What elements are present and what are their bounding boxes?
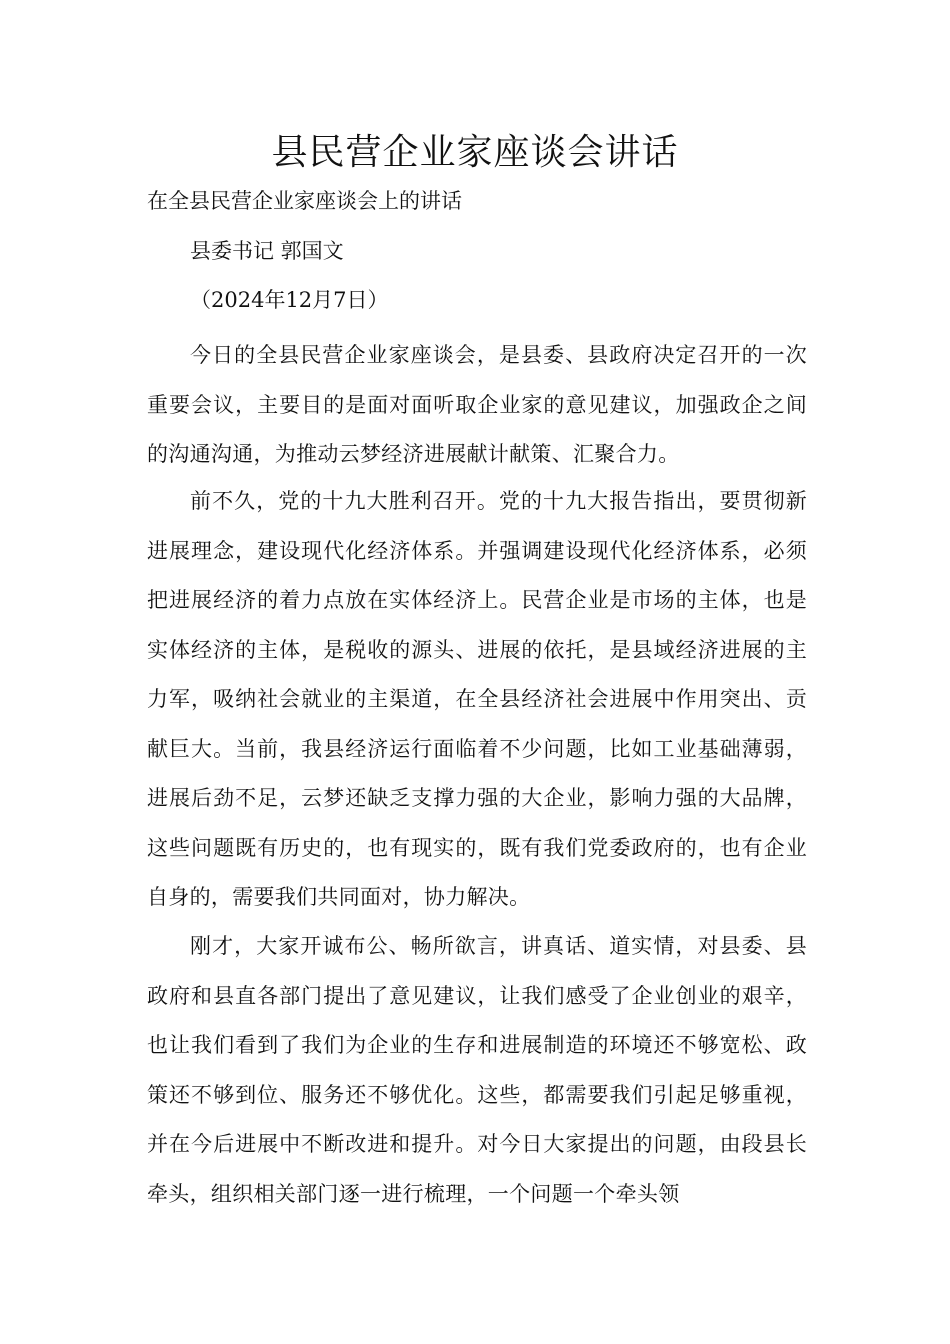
paragraph-2: 前不久，党的十九大胜利召开。党的十九大报告指出，要贯彻新进展理念，建设现代化经济体系。并强调建设现代化经济体系，必须把进展经济的着力点放在实体经济上。民营企业是市场的主体，也是实体经济的主体，是税收的源头、进展的依托，是县域经济进展的主力军，吸纳社会就业的主渠道，在全县经济社会进展中作用突出、贡献巨大。当前，我县经济运行面临着不少问题，比如工业基础薄弱，进展后劲不足，云梦还缺乏支撑力强的大企业，影响力强的大品牌，这些问题既有历史的，也有现实的，既有我们党委政府的，也有企业自身的，需要我们共同面对，协力解决。 [147,489,807,909]
paragraph-1: 今日的全县民营企业家座谈会，是县委、县政府决定召开的一次重要会议，主要目的是面对面听取企业家的意见建议，加强政企之间的沟通沟通，为推动云梦经济进展献计献策、汇聚合力。 [147,343,807,466]
speaker-line: 县委书记 郭国文 [190,239,344,263]
paragraph-3: 刚才，大家开诚布公、畅所欲言，讲真话、道实情，对县委、县政府和县直各部门提出了意见建议，让我们感受了企业创业的艰辛，也让我们看到了我们为企业的生存和进展制造的环境还不够宽松、政策还不够到位、服务还不够优化。这些，都需要我们引起足够重视，并在今后进展中不断改进和提升。对今日大家提出的问题，由段县长牵头，组织相关部门逐一进行梳理，一个问题一个牵头领 [147,934,807,1206]
speech-date: （2024年12月7日） [190,288,389,312]
speech-subtitle: 在全县民营企业家座谈会上的讲话 [147,189,462,213]
document-title: 县民营企业家座谈会讲话 [271,132,679,173]
